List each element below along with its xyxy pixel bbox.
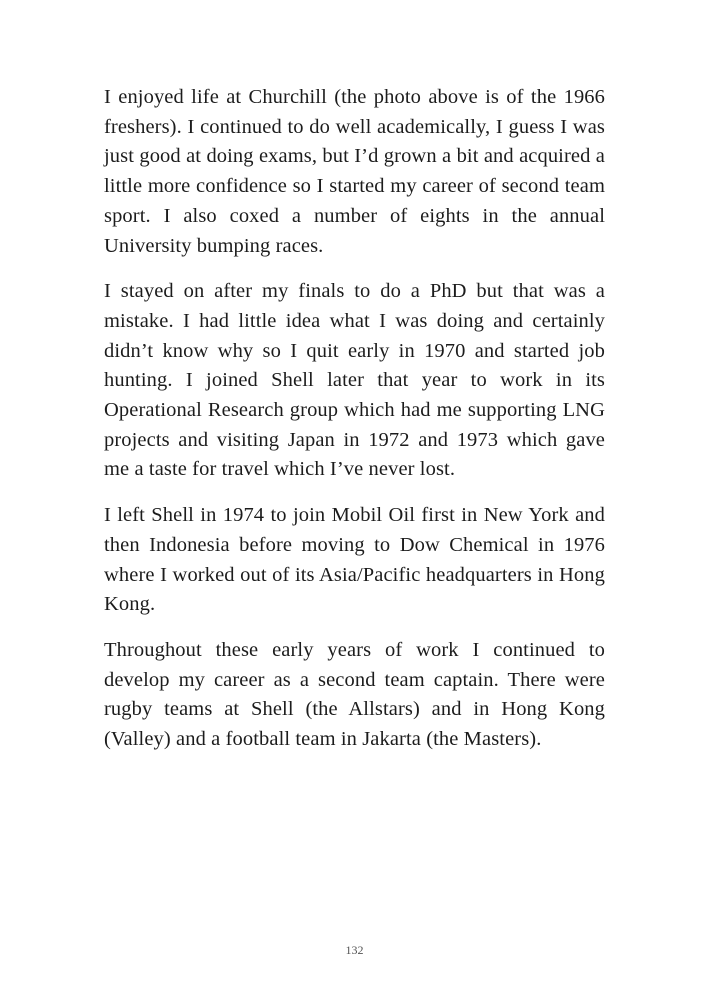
paragraph-mobil-dow: I left Shell in 1974 to join Mobil Oil first in New York and then Indonesia before moving to Dow Chemical in 1976 where I worked out of its Asia/Pacific headquarters in Hong Kong. bbox=[104, 504, 605, 616]
paragraph-phd-shell: I stayed on after my finals to do a PhD but that was a mistake. I had little idea what I was doing and certainly didn’t know why so I quit early in 1970 and started job hunting. I joined Shell later that year to work in its Operational Research group which had me supporting LNG projects and visiting Japan in 1972 and 1973 which gave me a taste for travel which I’ve never lost. bbox=[104, 280, 605, 481]
paragraph-team-captain: Throughout these early years of work I continued to develop my career as a second team captain. There were rugby teams at Shell (the Allstars) and in Hong Kong (Valley) and a football team in Jakarta (the Masters). bbox=[104, 638, 605, 751]
page-number: 132 bbox=[345, 943, 364, 957]
paragraph-churchill: I enjoyed life at Churchill (the photo above is of the 1966 freshers). I continued to do well academically, I guess I was just good at doing exams, but I’d grown a bit and acquired a little more confidence so I started my career of second team sport. I also coxed a number of eights in the annual University bumping races. bbox=[104, 86, 605, 257]
page-body bbox=[104, 83, 605, 771]
